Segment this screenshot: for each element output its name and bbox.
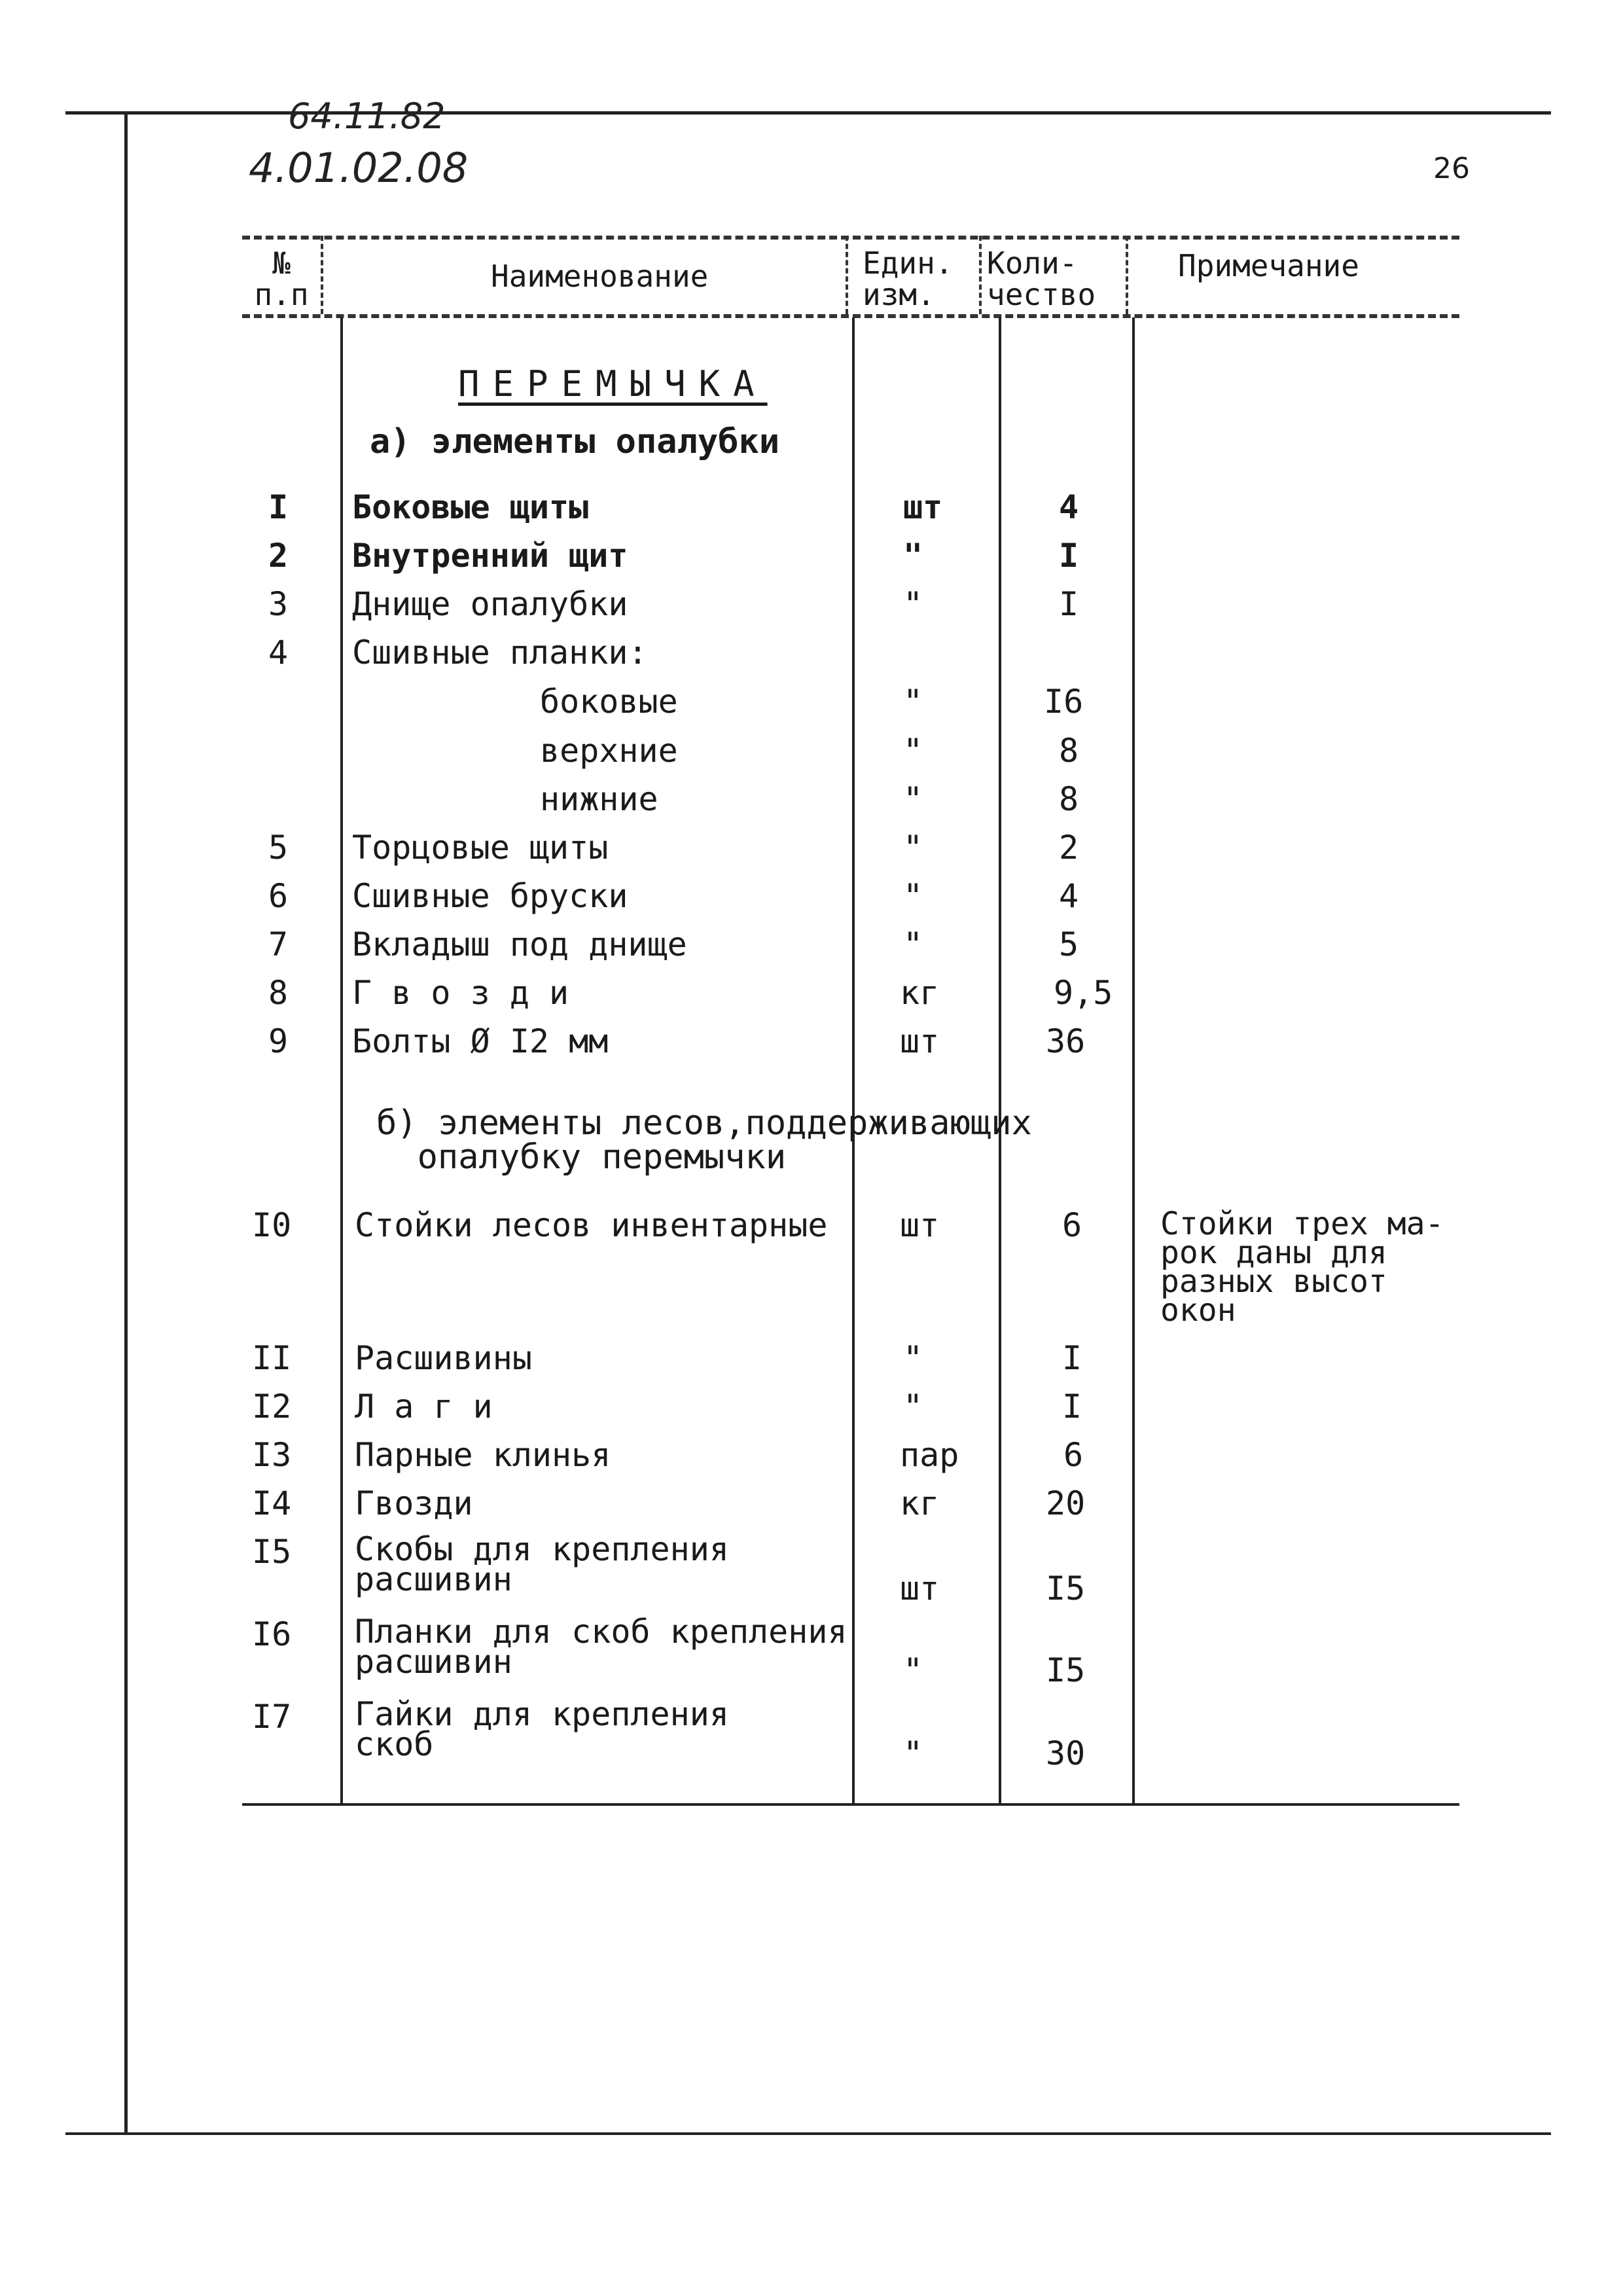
row-name: нижние — [540, 780, 658, 818]
row-unit: " — [903, 1388, 923, 1426]
row-unit: шт — [900, 1206, 940, 1244]
column-header-name: Наименование — [491, 259, 709, 294]
table-bottom-line — [242, 1803, 1459, 1806]
row-number: 5 — [268, 829, 289, 867]
column-line-name — [340, 317, 343, 1803]
section-title: ПЕРЕМЫЧКА — [458, 363, 768, 404]
row-number: I2 — [252, 1388, 292, 1426]
row-quantity: I — [1059, 537, 1079, 575]
row-quantity: 9,5 — [1054, 974, 1113, 1012]
row-unit: кг — [900, 974, 940, 1012]
row-number: 4 — [268, 634, 289, 672]
row-number: I5 — [252, 1533, 292, 1571]
column-header-note: Примечание — [1178, 248, 1359, 283]
row-name: Сшивные бруски — [352, 877, 628, 915]
row-name: Днище опалубки — [352, 585, 628, 623]
row-name: Стойки лесов инвентарные — [355, 1206, 828, 1244]
row-unit: " — [903, 877, 923, 915]
row-number: I3 — [252, 1436, 292, 1474]
column-line-qty — [999, 317, 1001, 1803]
page-number: 26 — [1433, 152, 1470, 185]
row-unit: " — [903, 1339, 923, 1377]
row-unit: " — [903, 1651, 923, 1689]
row-quantity: 4 — [1059, 877, 1079, 915]
row-name: Болты Ø I2 мм — [352, 1022, 609, 1060]
row-name: Парные клинья — [355, 1436, 611, 1474]
row-name: Гайки для крепления скоб — [355, 1695, 729, 1763]
table-header-top-line — [242, 236, 1459, 240]
row-name: верхние — [540, 732, 678, 770]
row-quantity: 8 — [1059, 732, 1079, 770]
document-code: 4.01.02.08 — [249, 144, 469, 192]
row-name: Л а г и — [355, 1388, 493, 1426]
row-quantity: 2 — [1059, 829, 1079, 867]
header-divider-4 — [1126, 236, 1128, 314]
row-name: Вкладыш под днище — [352, 925, 687, 963]
row-unit: " — [903, 683, 923, 721]
row-unit: шт — [900, 1022, 940, 1060]
row-quantity: I5 — [1046, 1651, 1086, 1689]
column-header-unit: Един. изм. — [863, 245, 954, 312]
column-header-number: № п.п — [254, 245, 309, 312]
row-name: Скобы для крепления расшивин — [355, 1530, 729, 1598]
header-divider-3 — [979, 236, 982, 314]
row-name: Боковые щиты — [352, 488, 589, 526]
row-number: 8 — [268, 974, 289, 1012]
document-code-top: 64.11.82 — [288, 96, 446, 137]
row-name: Расшивины — [355, 1339, 532, 1377]
row-number: II — [252, 1339, 292, 1377]
row-quantity: 6 — [1063, 1436, 1084, 1474]
row-name: Гвозди — [355, 1484, 473, 1522]
row-quantity: 20 — [1046, 1484, 1086, 1522]
row-name: Сшивные планки: — [352, 634, 648, 672]
row-unit: " — [903, 780, 923, 818]
row-quantity: I6 — [1044, 683, 1084, 721]
row-quantity: I — [1059, 585, 1079, 623]
row-name: боковые — [540, 683, 678, 721]
row-quantity: 30 — [1046, 1734, 1086, 1772]
row-name: Внутренний щит — [352, 537, 628, 575]
row-number: 7 — [268, 925, 289, 963]
column-line-note — [1132, 317, 1135, 1803]
row-unit: " — [903, 732, 923, 770]
row-number: 2 — [268, 537, 289, 575]
row-unit: " — [903, 925, 923, 963]
row-unit: " — [903, 829, 923, 867]
row-quantity: 4 — [1059, 488, 1079, 526]
bottom-border-line — [65, 2132, 1551, 2135]
table-header-bottom-line — [242, 314, 1459, 318]
row-number: I6 — [252, 1615, 292, 1653]
row-unit: шт — [900, 1570, 940, 1607]
column-header-quantity: Коли- чество — [987, 245, 1096, 312]
section-b-heading: б) элементы лесов,поддерживающих опалубку перемычки — [376, 1103, 1032, 1177]
section-a-heading: а) элементы опалубки — [370, 422, 780, 461]
row-number: 3 — [268, 585, 289, 623]
row-name: Планки для скоб крепления расшивин — [355, 1613, 847, 1681]
row-quantity: I — [1062, 1339, 1082, 1377]
row-number: I0 — [252, 1206, 292, 1244]
row-unit: кг — [900, 1484, 940, 1522]
row-unit: шт — [903, 488, 943, 526]
row-quantity: 5 — [1059, 925, 1079, 963]
header-divider-2 — [846, 236, 848, 314]
row-number: I7 — [252, 1698, 292, 1736]
row-quantity: 6 — [1062, 1206, 1082, 1244]
row-quantity: I5 — [1046, 1570, 1086, 1607]
row-number: I — [268, 488, 289, 526]
row-number: I4 — [252, 1484, 292, 1522]
row-unit: пар — [900, 1436, 959, 1474]
row-quantity: I — [1062, 1388, 1082, 1426]
row-unit: " — [903, 585, 923, 623]
row-name: Торцовые щиты — [352, 829, 609, 867]
row-quantity: 36 — [1046, 1022, 1086, 1060]
row-quantity: 8 — [1059, 780, 1079, 818]
row-name: Г в о з д и — [352, 974, 569, 1012]
row-unit: " — [903, 537, 923, 575]
note-text: Стойки трех ма- рок даны для разных высот окон — [1160, 1206, 1444, 1329]
row-number: 9 — [268, 1022, 289, 1060]
row-unit: " — [903, 1734, 923, 1772]
column-line-unit — [852, 317, 855, 1803]
header-divider-1 — [321, 236, 323, 314]
left-border-line — [124, 111, 128, 2134]
row-number: 6 — [268, 877, 289, 915]
